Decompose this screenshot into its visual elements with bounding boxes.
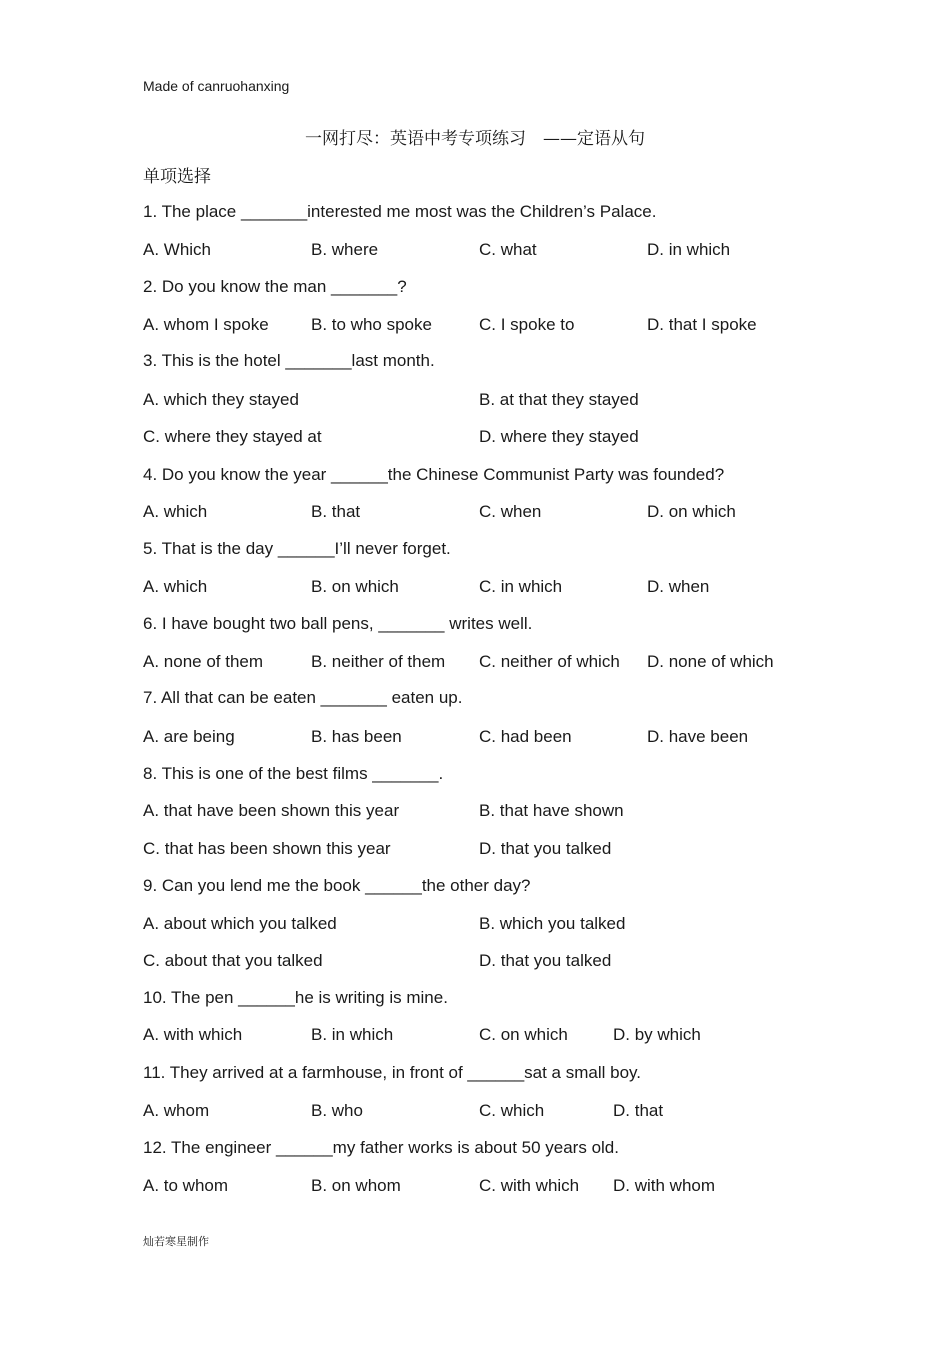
question-5: 5. That is the day ______I’ll never forget. [143,539,451,558]
q3-option-d: D. where they stayed [479,427,639,446]
q10-option-c: C. on which [479,1025,568,1044]
q3-option-c: C. where they stayed at [143,427,322,446]
q7-option-b: B. has been [311,727,402,746]
q1-option-d: D. in which [647,240,731,259]
q11-option-c: C. which [479,1101,545,1120]
q5-option-d: D. when [647,577,710,596]
q8-option-d: D. that you talked [479,839,612,858]
q4-option-a: A. which [143,502,208,521]
q5-option-b: B. on which [311,577,399,596]
q7-option-c: C. had been [479,727,572,746]
question-1: 1. The place _______interested me most was the Children’s Palace. [143,202,657,221]
page-title: 一网打尽：英语中考专项练习 ——定语从句 [305,129,645,149]
q9-option-d: D. that you talked [479,951,612,970]
page-header: Made of canruohanxing [143,78,290,94]
question-7: 7. All that can be eaten _______ eaten up. [143,688,463,707]
q9-option-b: B. which you talked [479,914,626,933]
q10-option-a: A. with which [143,1025,243,1044]
q7-option-a: A. are being [143,727,235,746]
q4-option-c: C. when [479,502,542,521]
question-10: 10. The pen ______he is writing is mine. [143,988,448,1007]
question-8: 8. This is one of the best films _______. [143,764,444,783]
q6-option-d: D. none of which [647,652,774,671]
question-3: 3. This is the hotel _______last month. [143,351,435,370]
q2-option-a: A. whom I spoke [143,315,269,334]
q11-option-a: A. whom [143,1101,210,1120]
q11-option-b: B. who [311,1101,363,1120]
q4-option-b: B. that [311,502,361,521]
q12-option-c: C. with which [479,1176,580,1195]
q10-option-d: D. by which [613,1025,701,1044]
q10-option-b: B. in which [311,1025,394,1044]
question-9: 9. Can you lend me the book ______the other day? [143,876,531,895]
q3-option-b: B. at that they stayed [479,390,639,409]
q4-option-d: D. on which [647,502,736,521]
q6-option-a: A. none of them [143,652,264,671]
q12-option-b: B. on whom [311,1176,401,1195]
q12-option-d: D. with whom [613,1176,716,1195]
q6-option-b: B. neither of them [311,652,446,671]
section-heading: 单项选择 [143,167,211,187]
q6-option-c: C. neither of which [479,652,620,671]
q1-option-b: B. where [311,240,379,259]
question-6: 6. I have bought two ball pens, _______ writes well. [143,614,533,633]
q9-option-c: C. about that you talked [143,951,323,970]
q2-option-c: C. I spoke to [479,315,575,334]
q8-option-b: B. that have shown [479,801,624,820]
q12-option-a: A. to whom [143,1176,229,1195]
q1-option-c: C. what [479,240,537,259]
q2-option-b: B. to who spoke [311,315,432,334]
q9-option-a: A. about which you talked [143,914,337,933]
q5-option-a: A. which [143,577,208,596]
q3-option-a: A. which they stayed [143,390,299,409]
q7-option-d: D. have been [647,727,749,746]
q8-option-a: A. that have been shown this year [143,801,400,820]
question-2: 2. Do you know the man _______? [143,277,407,296]
q8-option-c: C. that has been shown this year [143,839,391,858]
page-footer: 灿若寒星制作 [143,1235,209,1248]
q2-option-d: D. that I spoke [647,315,757,334]
q1-option-a: A. Which [143,240,212,259]
q11-option-d: D. that [613,1101,664,1120]
question-4: 4. Do you know the year ______the Chinese Communist Party was founded? [143,465,725,484]
q5-option-c: C. in which [479,577,563,596]
question-11: 11. They arrived at a farmhouse, in front of ______sat a small boy. [143,1063,641,1082]
question-12: 12. The engineer ______my father works is about 50 years old. [143,1138,619,1157]
